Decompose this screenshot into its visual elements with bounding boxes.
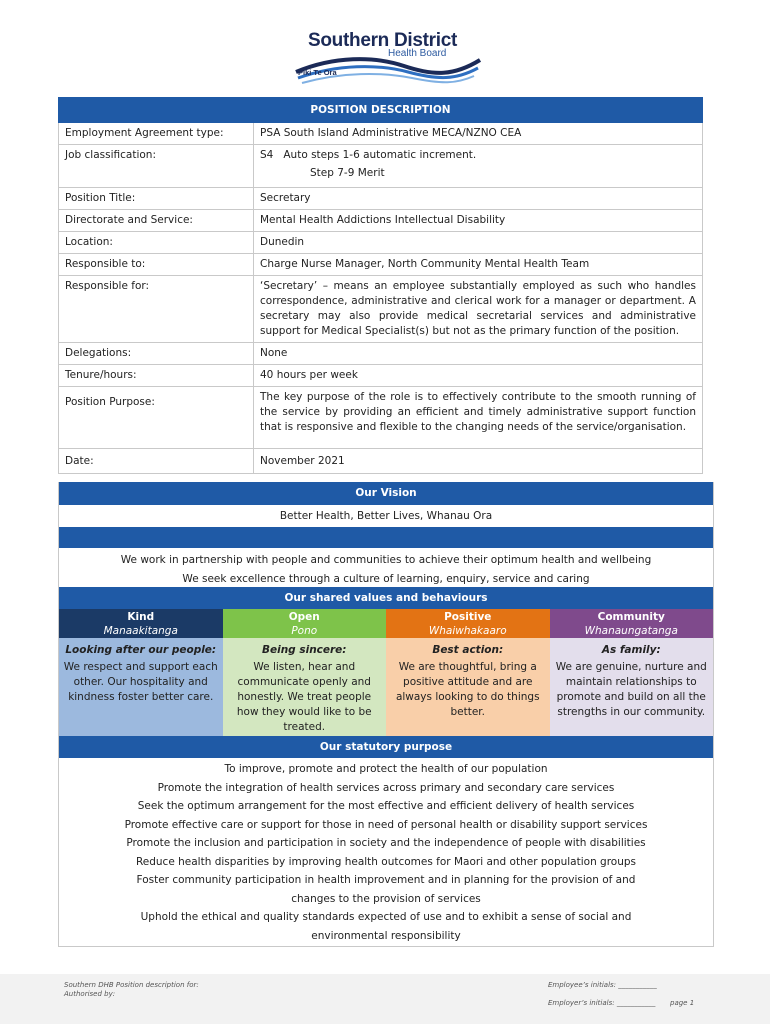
footer-employee-initials: Employee’s initials: ___________ — [548, 981, 657, 989]
footer-description: Southern DHB Position description for: — [64, 981, 199, 989]
statutory-line: Seek the optimum arrangement for the most effective and efficient delivery of health services — [137, 800, 635, 812]
value-maori: Whaiwhakaaro — [428, 625, 507, 637]
delegations-label: Delegations: — [59, 343, 254, 365]
table-row — [59, 254, 703, 276]
values-grid — [59, 609, 713, 736]
value-tag: Best action: — [432, 644, 504, 656]
logo-sub: Health Board — [388, 48, 447, 59]
values-header: Our shared values and behaviours — [59, 587, 713, 609]
responsible-to-value: Charge Nurse Manager, North Community Mental Health Team — [254, 254, 703, 276]
tenure-value: 40 hours per week — [254, 365, 703, 387]
vision-text: Better Health, Better Lives, Whanau Ora — [279, 510, 493, 522]
sdhb-logo — [294, 26, 484, 86]
responsible-for-label: Responsible for: — [59, 276, 254, 343]
statutory-line: Uphold the ethical and quality standards expected of use and to exhibit a sense of social and — [140, 911, 632, 923]
purpose-label: Position Purpose: — [59, 387, 254, 449]
value-body — [59, 638, 223, 736]
value-community — [550, 609, 714, 736]
value-body — [386, 638, 550, 736]
directorate-value: Mental Health Addictions Intellectual Disability — [254, 210, 703, 232]
table-row — [59, 449, 703, 474]
logo-name: Southern District — [308, 30, 458, 51]
value-header — [550, 609, 714, 638]
value-maori: Manaakitanga — [103, 625, 178, 637]
table-row — [59, 210, 703, 232]
value-tag: As family: — [601, 644, 661, 656]
agreement-value: PSA South Island Administrative MECA/NZNO CEA — [254, 123, 703, 145]
page-footer — [0, 974, 770, 1024]
statutory-line: Reduce health disparities by improving health outcomes for Maori and other population groups — [135, 855, 637, 868]
footer-employer-initials: Employer’s initials: ___________ — [548, 999, 656, 1007]
agreement-label: Employment Agreement type: — [59, 123, 254, 145]
table-row — [59, 276, 703, 343]
statutory-line: environmental responsibility — [311, 929, 461, 942]
table-row — [59, 343, 703, 365]
value-header — [386, 609, 550, 638]
statutory-line: Promote the integration of health services across primary and secondary care services — [157, 781, 615, 794]
value-name: Kind — [127, 611, 155, 623]
value-maori: Whanaungatanga — [584, 625, 678, 637]
position-table — [58, 97, 703, 474]
value-maori: Pono — [291, 625, 318, 637]
position-header: POSITION DESCRIPTION — [59, 98, 703, 123]
value-body — [550, 638, 714, 736]
purpose-value: The key purpose of the role is to effectively contribute to the smooth running of the service by providing an efficient and timely administrative support function that is responsive and flexible to the changing needs of the service/organisation. — [254, 387, 703, 449]
table-row — [59, 123, 703, 145]
title-value: Secretary — [254, 188, 703, 210]
date-label: Date: — [59, 449, 254, 474]
value-text: We are genuine, nurture and maintain relationships to promote and build on all the strengths in our community. — [555, 661, 707, 718]
value-name: Community — [597, 611, 665, 623]
value-body — [223, 638, 387, 736]
classification-line1: S4 Auto steps 1-6 automatic increment. — [260, 149, 477, 161]
vision-divider-bar — [59, 527, 713, 548]
value-tag: Being sincere: — [261, 644, 347, 656]
footer-page-number: page 1 — [670, 999, 695, 1007]
statutory-line: To improve, promote and protect the health of our population — [224, 763, 548, 775]
location-value: Dunedin — [254, 232, 703, 254]
classification-value — [254, 145, 703, 188]
statutory-header: Our statutory purpose — [59, 736, 713, 758]
value-name: Open — [288, 611, 320, 623]
statutory-line: changes to the provision of services — [291, 892, 481, 905]
mission-lines — [59, 548, 713, 587]
logo-maori: Piki Te Ora — [298, 68, 337, 77]
mission-line: We work in partnership with people and communities to achieve their optimum health and wellbeing — [120, 554, 652, 566]
title-label: Position Title: — [59, 188, 254, 210]
value-open — [223, 609, 387, 736]
date-value: November 2021 — [254, 449, 703, 474]
value-text: We respect and support each other. Our hospitality and kindness foster better care. — [63, 661, 218, 703]
statutory-lines — [59, 758, 713, 946]
organisation-block — [58, 482, 714, 947]
responsible-to-label: Responsible to: — [59, 254, 254, 276]
value-header — [223, 609, 387, 638]
value-tag: Looking after our people: — [65, 644, 217, 656]
statutory-line: Promote the inclusion and participation in society and the independence of people with disabilities — [126, 837, 646, 849]
vision-header: Our Vision — [59, 482, 713, 505]
value-header — [59, 609, 223, 638]
mission-line: We seek excellence through a culture of learning, enquiry, service and caring — [182, 572, 590, 585]
responsible-for-value: ‘Secretary’ – means an employee substantially employed as such who handles correspondence, administrative and clerical work for a manager or department. A secretary may also provide medical secretarial services and administrative support for Medical Specialist(s) but not as the primary function of the position. — [254, 276, 703, 343]
delegations-value: None — [254, 343, 703, 365]
value-positive — [386, 609, 550, 736]
value-text: We listen, hear and communicate openly and honestly. We treat people how they would like to be treated. — [236, 661, 372, 733]
statutory-line: Foster community participation in health improvement and in planning for the provision of and — [136, 874, 636, 886]
statutory-line: Promote effective care or support for those in need of personal health or disability support services — [124, 818, 648, 831]
footer-authorised: Authorised by: — [64, 990, 116, 998]
value-name: Positive — [444, 611, 492, 623]
table-row — [59, 188, 703, 210]
table-row — [59, 232, 703, 254]
location-label: Location: — [59, 232, 254, 254]
directorate-label: Directorate and Service: — [59, 210, 254, 232]
table-row — [59, 365, 703, 387]
classification-line2: Step 7-9 Merit — [310, 167, 385, 179]
value-kind — [59, 609, 223, 736]
table-row — [59, 387, 703, 449]
tenure-label: Tenure/hours: — [59, 365, 254, 387]
table-row — [59, 145, 703, 188]
classification-label: Job classification: — [59, 145, 254, 188]
value-text: We are thoughtful, bring a positive attitude and are always looking to do things better. — [395, 661, 540, 718]
